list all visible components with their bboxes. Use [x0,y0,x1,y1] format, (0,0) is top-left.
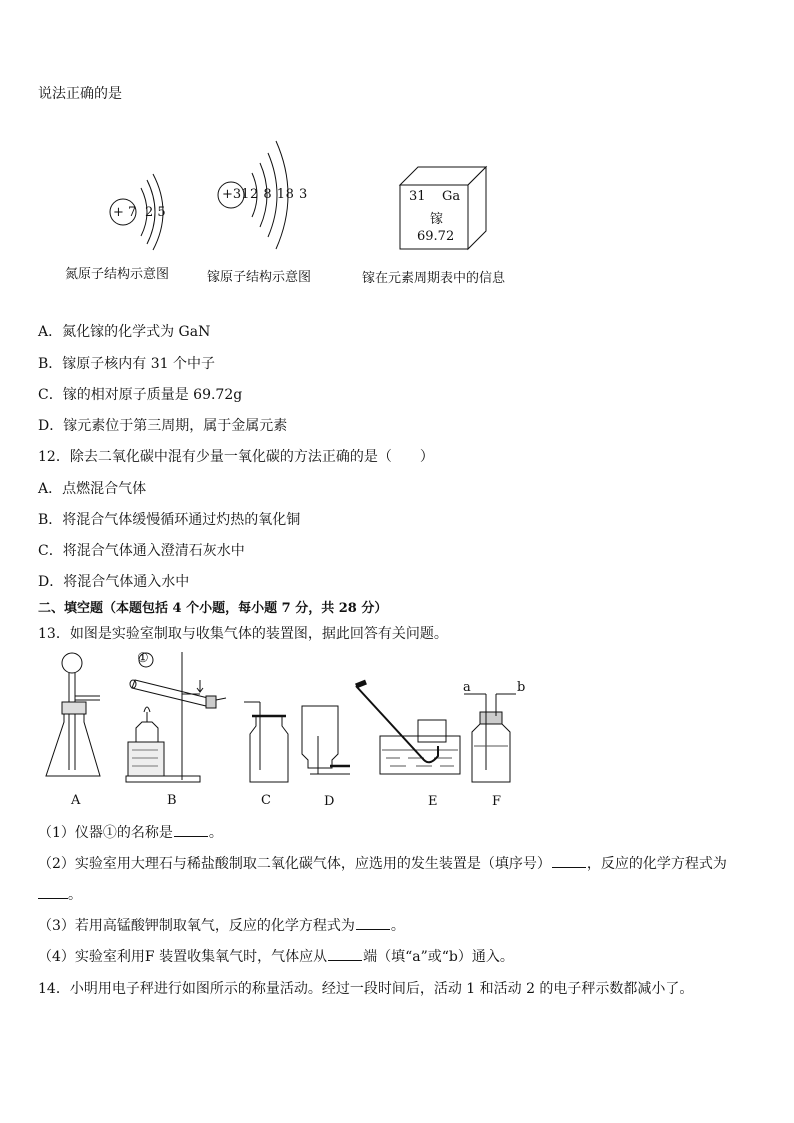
nitrogen-caption: 氮原子结构示意图 [65,267,170,282]
answer-blank-2a[interactable] [552,855,586,868]
q12-stem: 12．除去二氧化碳中混有少量一氧化碳的方法正确的是（ ） [38,449,434,465]
answer-blank-2b[interactable] [38,886,68,899]
apparatus-label-c: C [261,793,271,808]
atomic-number: 31 [409,189,426,204]
apparatus-label-b: B [167,793,177,808]
apparatus-label-f: F [492,794,502,809]
nitrogen-shells: 2 5 [145,205,166,220]
answer-blank-1[interactable] [174,824,208,837]
q11-option-a: A．氮化镓的化学式为 GaN [38,324,211,340]
nitrogen-nucleus: + 7 [113,205,137,220]
section-heading: 二、填空题（本题包括 4 个小题，每小题 7 分，共 28 分） [38,601,388,616]
q13-part2: （2）实验室用大理石与稀盐酸制取二氧化碳气体，应选用的发生装置是（填序号） ，反应的化学方程式为 [38,856,727,872]
apparatus-label-d: D [324,794,335,809]
apparatus-label-e: E [428,794,438,809]
q12-option-b: B．将混合气体缓慢循环通过灼热的氧化铜 [38,512,301,528]
answer-blank-3[interactable] [356,917,390,930]
q13-part2-continued: 。 [38,884,82,904]
q13-part1: （1）仪器①的名称是 。 [38,825,223,841]
q13-stem: 13．如图是实验室制取与收集气体的装置图，据此回答有关问题。 [38,626,448,642]
apparatus-label-a: A [71,793,81,808]
q12-option-a: A．点燃混合气体 [38,481,147,497]
q11-option-d: D．镓元素位于第三周期，属于金属元素 [38,418,288,434]
q14-stem: 14．小明用电子秤进行如图所示的称量活动。经过一段时间后，活动 1 和活动 2 的电子秤示数都减小了。 [38,981,694,997]
atomic-mass: 69.72 [417,229,455,244]
port-b-label: b [517,680,526,695]
gallium-nucleus: +31 [222,187,250,202]
ptable-caption: 镓在元素周期表中的信息 [362,271,506,286]
q12-option-d: D．将混合气体通入水中 [38,574,190,590]
instrument-marker-1: ① [137,651,149,666]
gallium-caption: 镓原子结构示意图 [207,270,312,285]
question-intro: 说法正确的是 [38,86,122,102]
port-a-label: a [463,680,471,695]
answer-blank-4[interactable] [328,948,362,961]
q13-part3: （3）若用高锰酸钾制取氧气，反应的化学方程式为 。 [38,918,405,934]
gallium-shells: 2 8 18 3 [250,187,308,202]
lab-apparatus-figure [40,650,550,790]
q13-part4: （4）实验室利用F 装置收集氧气时，气体应从 端（填“a”或“b）通入。 [38,949,514,965]
element-name: 镓 [430,212,444,227]
q12-option-c: C．将混合气体通入澄清石灰水中 [38,543,245,559]
element-symbol: Ga [442,189,461,204]
q11-option-c: C．镓的相对原子质量是 69.72g [38,387,243,403]
q11-option-b: B．镓原子核内有 31 个中子 [38,356,216,372]
